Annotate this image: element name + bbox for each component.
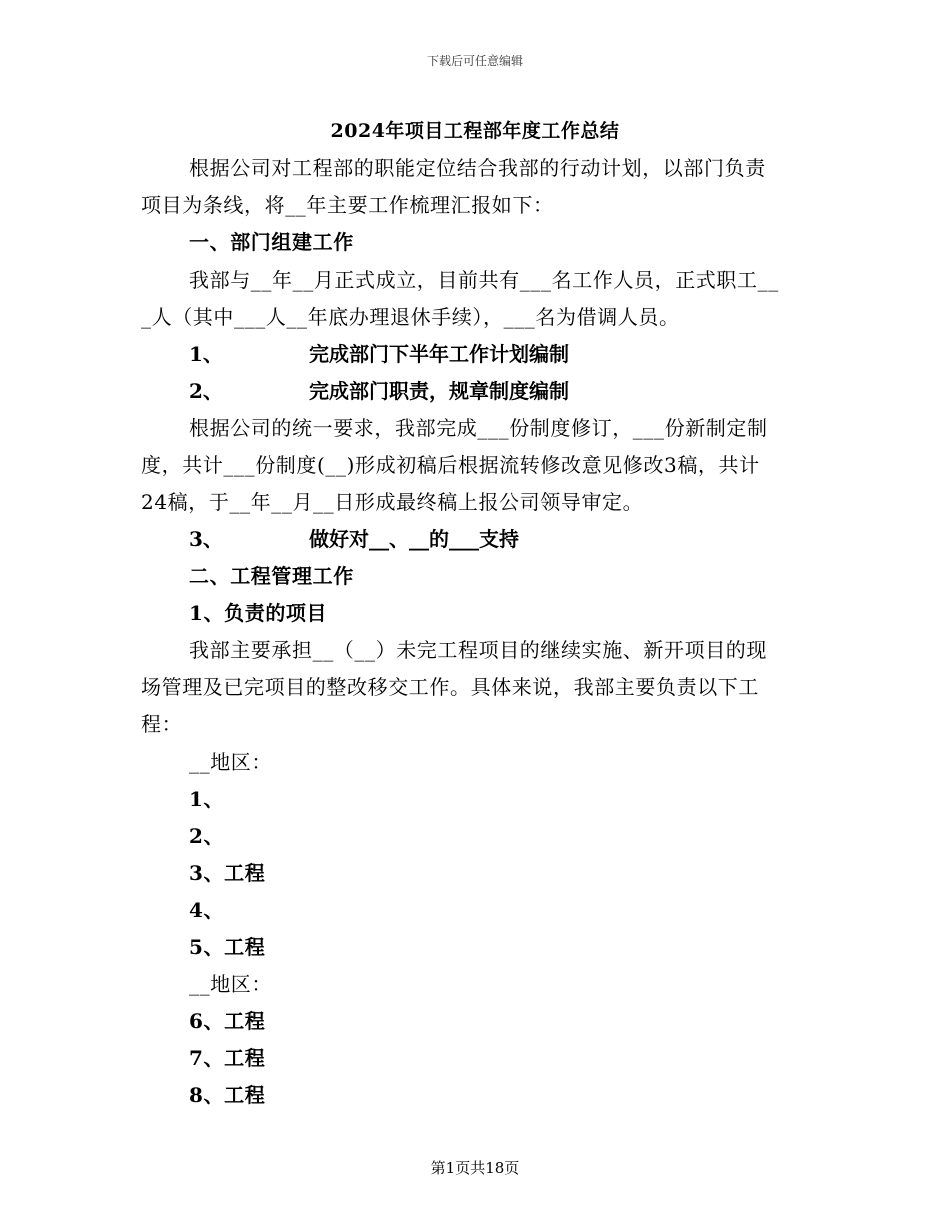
- item1-number: 1、: [189, 342, 223, 366]
- section2-sub1: 1、负责的项目: [189, 601, 328, 625]
- section2-para-line-3: 程：: [141, 712, 183, 736]
- list-item: 7、工程: [189, 1046, 266, 1070]
- item2-para-line-2: 度，共计___份制度(__)形成初稿后根据流转修改意见修改3稿，共计: [141, 453, 760, 477]
- intro-line-2: 项目为条线，将__年主要工作梳理汇报如下：: [141, 193, 554, 217]
- item2-para-line-3: 24稿，于__年__月__日形成最终稿上报公司领导审定。: [141, 490, 644, 514]
- list-item: 4、: [189, 898, 225, 922]
- document-title: 2024年项目工程部年度工作总结: [330, 120, 620, 142]
- intro-line-1: 根据公司对工程部的职能定位结合我部的行动计划，以部门负责: [189, 156, 766, 180]
- region-b-label: __地区：: [189, 972, 272, 996]
- item3-heading: 做好对__、__的___支持: [309, 527, 519, 551]
- region-a-label: __地区：: [189, 750, 272, 774]
- page-footer: 第1页共18页: [430, 1159, 520, 1177]
- list-item: 1、: [189, 787, 225, 811]
- item2-para-line-1: 根据公司的统一要求，我部完成___份制度修订，___份新制定制: [189, 416, 768, 440]
- list-item: 8、工程: [189, 1083, 266, 1107]
- list-item: 2、: [189, 824, 225, 848]
- list-item: 3、工程: [189, 861, 266, 885]
- list-item: 6、工程: [189, 1009, 266, 1033]
- item1-heading: 完成部门下半年工作计划编制: [309, 342, 569, 366]
- header-note: 下载后可任意编辑: [426, 54, 523, 68]
- section2-heading: 二、工程管理工作: [189, 564, 354, 588]
- section2-para-line-2: 场管理及已完项目的整改移交工作。具体来说，我部主要负责以下工: [141, 675, 759, 699]
- item3-number: 3、: [189, 527, 223, 551]
- item2-number: 2、: [189, 379, 223, 403]
- section1-heading: 一、部门组建工作: [189, 230, 354, 254]
- list-item: 5、工程: [189, 935, 266, 959]
- section1-para-line-1: 我部与__年__月正式成立，目前共有___名工作人员，正式职工__: [189, 268, 779, 292]
- section1-para-line-2: _人（其中___人__年底办理退休手续），___名为借调人员。: [141, 305, 680, 329]
- item2-heading: 完成部门职责，规章制度编制: [309, 379, 569, 403]
- section2-para-line-1: 我部主要承担__（__）未完工程项目的继续实施、新开项目的现: [189, 638, 767, 662]
